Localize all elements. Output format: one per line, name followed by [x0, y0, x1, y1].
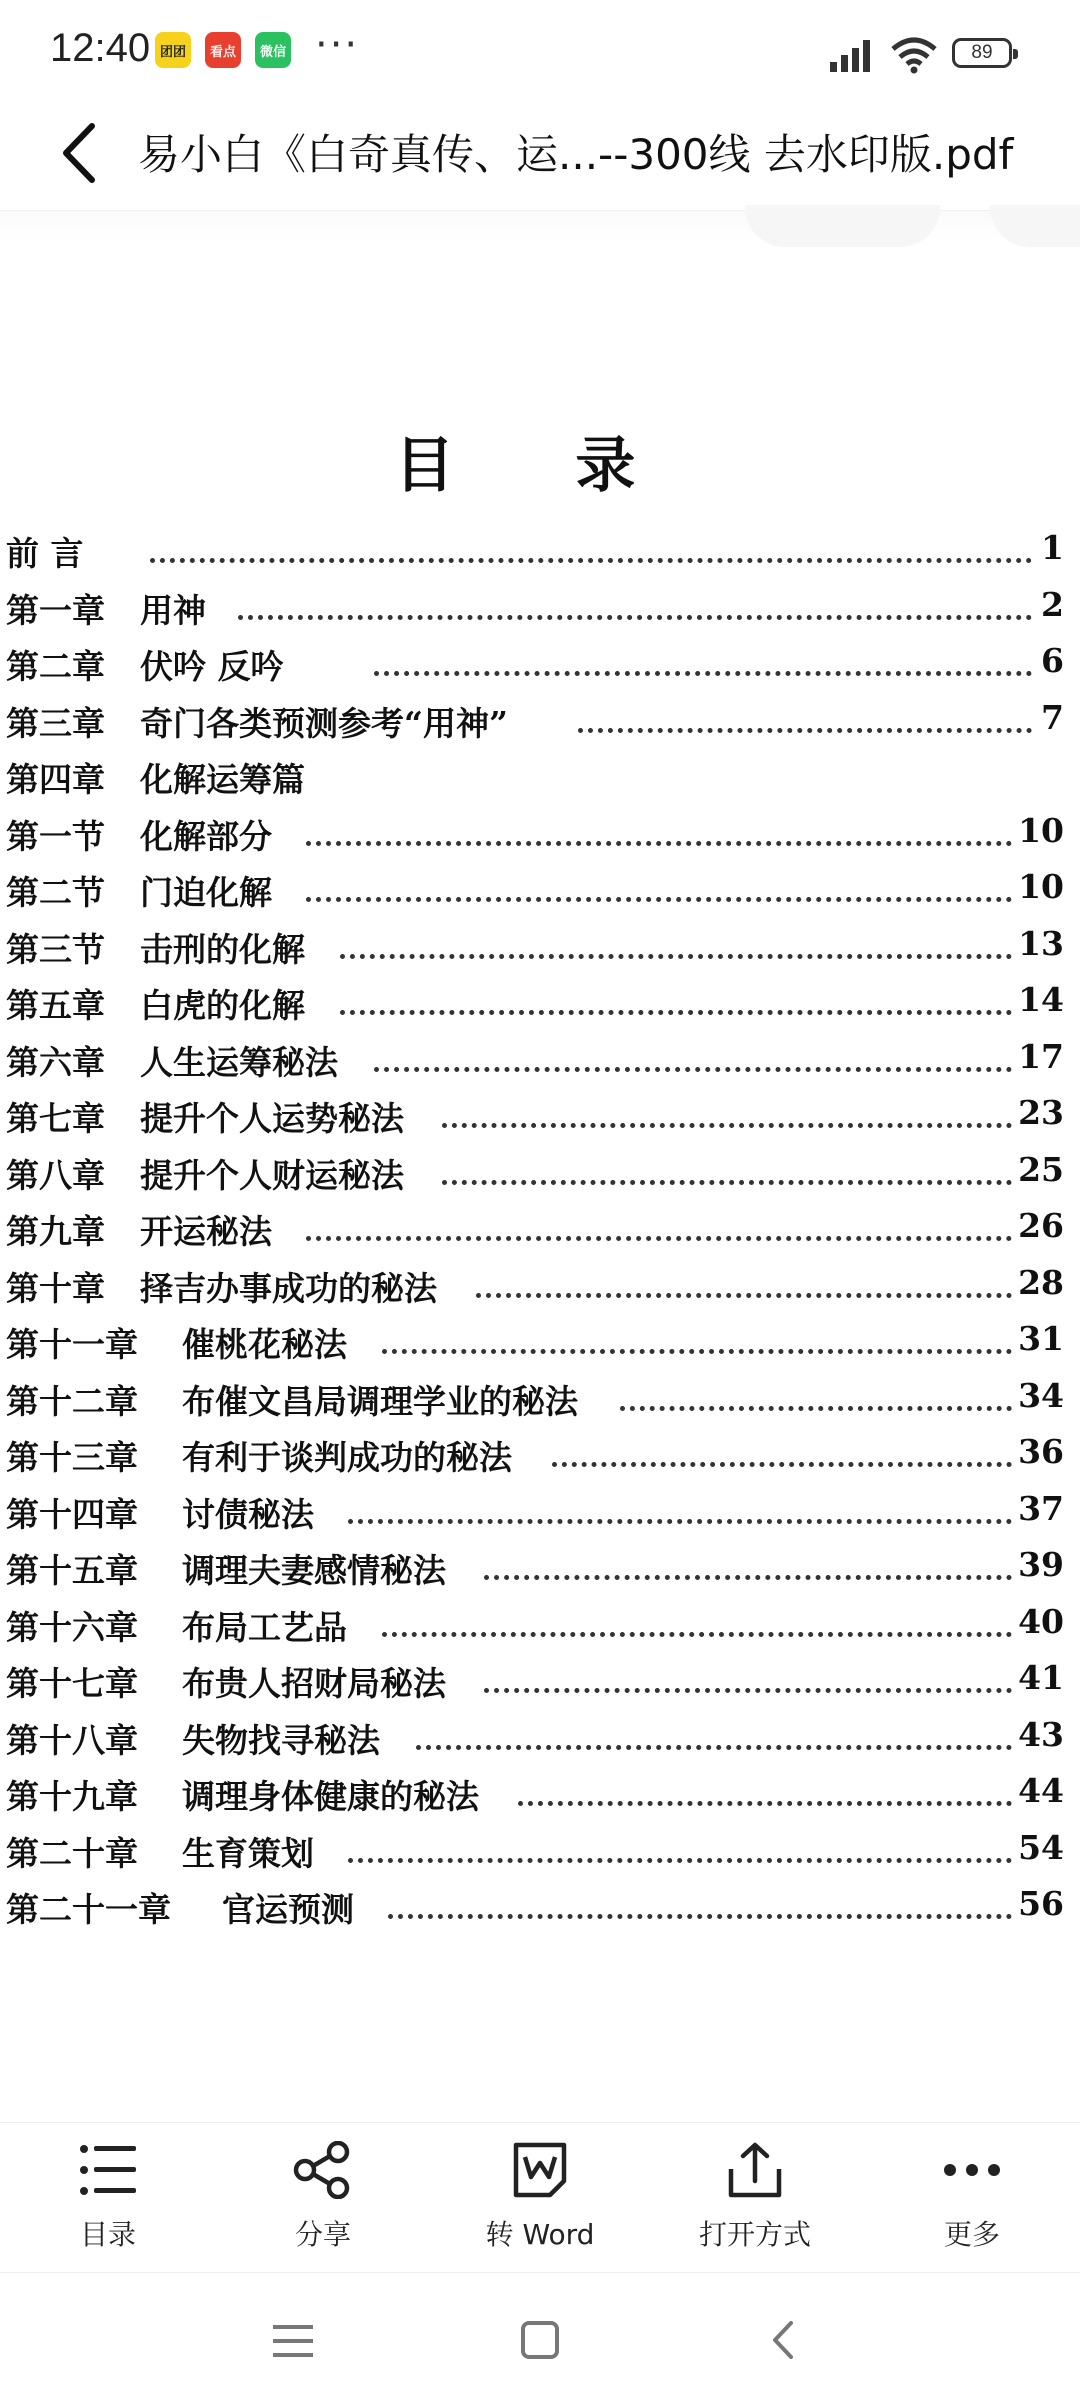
toc-leader-dots: [484, 1680, 1012, 1693]
toc-chapter-title: 布催文昌局调理学业的秘法: [182, 1381, 578, 1421]
toc-button-label: 目录: [79, 2218, 136, 2251]
toc-row[interactable]: [0, 1658, 1080, 1714]
toc-row[interactable]: [0, 867, 1080, 923]
toc-chapter-label: 前 言: [6, 534, 84, 573]
toc-chapter-title: 官运预测: [222, 1890, 354, 1929]
toc-row[interactable]: [0, 1319, 1080, 1375]
toc-page-number: 7: [1041, 697, 1064, 737]
toc-page-number: 44: [1018, 1771, 1064, 1810]
toc-row[interactable]: [0, 528, 1080, 584]
home-icon: [500, 2311, 580, 2371]
toc-chapter-title: 讨债秘法: [182, 1494, 314, 1534]
toc-leader-dots: [374, 1059, 1012, 1072]
toc-page-number: 23: [1018, 1093, 1064, 1132]
toc-leader-dots: [348, 1511, 1012, 1524]
more-button-label: 更多: [943, 2218, 1000, 2251]
status-bar: [0, 0, 1080, 100]
toc-chapter-title: 用神: [140, 590, 206, 630]
recent-apps-button[interactable]: [253, 2311, 333, 2371]
toc-chapter-title: 择吉办事成功的秘法: [140, 1268, 437, 1308]
system-nav-bar: [0, 2272, 1080, 2401]
toc-leader-dots: [238, 607, 1032, 620]
toc-row[interactable]: [0, 754, 1080, 810]
toc-row[interactable]: [0, 1093, 1080, 1149]
toc-page-number: 37: [1018, 1488, 1064, 1528]
open-with-label: 打开方式: [698, 2218, 811, 2251]
toc-chapter-label: 第十八章: [6, 1720, 138, 1760]
toc-row[interactable]: [0, 1771, 1080, 1827]
toc-chapter-label: 第十五章: [6, 1551, 138, 1590]
toc-chapter-title: 开运秘法: [140, 1212, 272, 1251]
toc-leader-dots: [578, 720, 1032, 733]
toc-row[interactable]: [0, 1037, 1080, 1093]
page-edge-shadow: [745, 205, 940, 247]
toc-chapter-title: 布局工艺品: [182, 1607, 347, 1647]
toc-chapter-label: 第七章: [6, 1099, 105, 1138]
toc-chapter-title: 白虎的化解: [140, 986, 305, 1025]
toc-chapter-title: 有利于谈判成功的秘法: [182, 1438, 512, 1477]
word-icon: [510, 2141, 570, 2199]
toc-chapter-label: 第二节: [6, 873, 105, 912]
toc-page-number: 54: [1018, 1827, 1064, 1867]
share-button[interactable]: [223, 2141, 423, 2271]
toc-leader-dots: [518, 1793, 1012, 1806]
convert-word-label: 转 Word: [485, 2218, 595, 2251]
toc-page-number: 36: [1018, 1432, 1064, 1471]
toc-chapter-label: 第二章: [6, 647, 105, 686]
toc-chapter-title: 人生运筹秘法: [140, 1042, 338, 1082]
toc-row[interactable]: [0, 1489, 1080, 1545]
toc-page-number: 28: [1018, 1262, 1064, 1302]
toc-leader-dots: [552, 1454, 1012, 1467]
toc-chapter-label: 第十三章: [6, 1438, 138, 1477]
toc-page-number: 6: [1041, 641, 1064, 680]
toc-leader-dots: [306, 1228, 1012, 1241]
toc-chapter-title: 布贵人招财局秘法: [182, 1664, 446, 1703]
convert-word-button[interactable]: [440, 2141, 640, 2271]
toc-row[interactable]: [0, 1602, 1080, 1658]
toc-page-number: 13: [1018, 923, 1064, 963]
battery-icon: [952, 38, 1012, 68]
toc-row[interactable]: [0, 811, 1080, 867]
toc-chapter-label: 第六章: [6, 1042, 105, 1082]
toc-row[interactable]: [0, 1376, 1080, 1432]
toc-chapter-title: 提升个人财运秘法: [140, 1155, 404, 1195]
more-notifications-icon: ···: [315, 22, 360, 68]
toc-leader-dots: [382, 1624, 1012, 1637]
toc-leader-dots: [306, 833, 1012, 846]
more-icon: [942, 2141, 1002, 2199]
toc-leader-dots: [348, 1850, 1012, 1863]
notification-app-icon: 团团: [155, 32, 191, 68]
toc-leader-dots: [620, 1398, 1012, 1411]
menu-icon: [253, 2311, 333, 2371]
toc-chapter-title: 生育策划: [182, 1833, 314, 1873]
toc-chapter-label: 第十一章: [6, 1325, 138, 1364]
toc-leader-dots: [340, 1002, 1012, 1015]
toc-chapter-label: 第八章: [6, 1155, 105, 1195]
toc-chapter-title: 催桃花秘法: [182, 1325, 347, 1364]
toc-page-number: 17: [1018, 1036, 1064, 1076]
list-icon: [78, 2141, 138, 2199]
wifi-icon: [890, 36, 938, 74]
more-button[interactable]: [872, 2141, 1072, 2271]
toc-page-number: 31: [1018, 1319, 1064, 1358]
toc-page-number: 26: [1018, 1206, 1064, 1245]
toc-chapter-label: 第五章: [6, 986, 105, 1025]
toc-page-number: 2: [1041, 584, 1064, 624]
toc-page-number: 10: [1018, 810, 1064, 850]
toc-row[interactable]: [0, 585, 1080, 641]
toc-row[interactable]: [0, 1206, 1080, 1262]
toc-leader-dots: [374, 663, 1032, 676]
toc-page-number: 40: [1018, 1601, 1064, 1641]
toc-leader-dots: [382, 1341, 1012, 1354]
toc-chapter-label: 第十二章: [6, 1381, 138, 1421]
toc-chapter-label: 第二十一章: [6, 1890, 171, 1929]
back-button[interactable]: [52, 118, 112, 188]
toc-page-number: 39: [1018, 1545, 1064, 1584]
toc-row[interactable]: [0, 1828, 1080, 1884]
back-icon: [745, 2311, 825, 2371]
toc-row[interactable]: [0, 1263, 1080, 1319]
system-back-button[interactable]: [745, 2311, 825, 2371]
toc-chapter-label: 第一章: [6, 590, 105, 630]
toc-leader-dots: [442, 1172, 1012, 1185]
toc-chapter-title: 化解部分: [140, 816, 272, 856]
toc-chapter-title: 门迫化解: [140, 873, 272, 912]
document-title: 易小白《白奇真传、运...--300线 去水印版.pdf: [138, 130, 1014, 179]
toc-row[interactable]: [0, 1432, 1080, 1488]
toc-leader-dots: [340, 946, 1012, 959]
signal-icon: [828, 36, 878, 72]
toc-page-number: 34: [1018, 1375, 1064, 1415]
open-with-icon: [725, 2141, 785, 2199]
toc-chapter-title: 提升个人运势秘法: [140, 1099, 404, 1138]
toc-leader-dots: [484, 1567, 1012, 1580]
toc-chapter-label: 第四章: [6, 760, 105, 799]
toc-row[interactable]: [0, 1545, 1080, 1601]
notification-app-icon: 看点: [205, 32, 241, 68]
toc-chapter-title: 调理身体健康的秘法: [182, 1777, 479, 1816]
toc-chapter-label: 第十六章: [6, 1607, 138, 1647]
toc-chapter-label: 第三节: [6, 929, 105, 969]
toc-leader-dots: [416, 1737, 1012, 1750]
toc-chapter-label: 第十九章: [6, 1777, 138, 1816]
toc-chapter-title: 调理夫妻感情秘法: [182, 1551, 446, 1590]
toc-leader-dots: [476, 1285, 1012, 1298]
toc-page-number: 43: [1018, 1714, 1064, 1754]
toc-chapter-label: 第一节: [6, 816, 105, 856]
toc-chapter-label: 第三章: [6, 703, 105, 743]
toc-leader-dots: [150, 550, 1032, 563]
title-bar: [0, 100, 1080, 210]
toc-page-number: 10: [1018, 867, 1064, 906]
open-with-button[interactable]: [655, 2141, 855, 2271]
toc-chapter-title: 击刑的化解: [140, 929, 305, 969]
toc-row[interactable]: [0, 1884, 1080, 1940]
share-icon: [293, 2141, 353, 2199]
chevron-left-icon: [52, 118, 112, 188]
wechat-notification-icon: 微信: [255, 32, 291, 68]
toc-page-number: 25: [1018, 1149, 1064, 1189]
toc-chapter-label: 第十四章: [6, 1494, 138, 1534]
toc-row[interactable]: [0, 1150, 1080, 1206]
toc-button[interactable]: [8, 2141, 208, 2271]
battery-level: 89: [971, 42, 993, 63]
bottom-toolbar: [0, 2122, 1080, 2273]
home-button[interactable]: [500, 2311, 580, 2371]
toc-leader-dots: [306, 889, 1012, 902]
share-button-label: 分享: [294, 2218, 351, 2251]
toc-row[interactable]: [0, 641, 1080, 697]
toc-page-number: 41: [1018, 1658, 1064, 1697]
toc-chapter-label: 第九章: [6, 1212, 105, 1251]
toc-chapter-title: 失物找寻秘法: [182, 1720, 380, 1760]
toc-page-number: 1: [1041, 528, 1064, 567]
toc-chapter-label: 第二十章: [6, 1833, 138, 1873]
toc-row[interactable]: [0, 980, 1080, 1036]
toc-chapter-title: 伏吟 反吟: [140, 647, 284, 686]
toc-leader-dots: [442, 1115, 1012, 1128]
status-time: 12:40: [50, 26, 151, 70]
toc-row[interactable]: [0, 1715, 1080, 1771]
toc-page-number: 14: [1018, 980, 1064, 1019]
toc-page-number: 56: [1018, 1884, 1064, 1923]
toc-chapter-title: 奇门各类预测参考“用神”: [140, 703, 508, 743]
page-title: 目 录: [394, 431, 686, 501]
toc-leader-dots: [388, 1906, 1012, 1919]
toc-row[interactable]: [0, 698, 1080, 754]
toc-row[interactable]: [0, 924, 1080, 980]
toc-chapter-label: 第十章: [6, 1268, 105, 1308]
toc-chapter-label: 第十七章: [6, 1664, 138, 1703]
toc-chapter-title: 化解运筹篇: [140, 760, 305, 799]
